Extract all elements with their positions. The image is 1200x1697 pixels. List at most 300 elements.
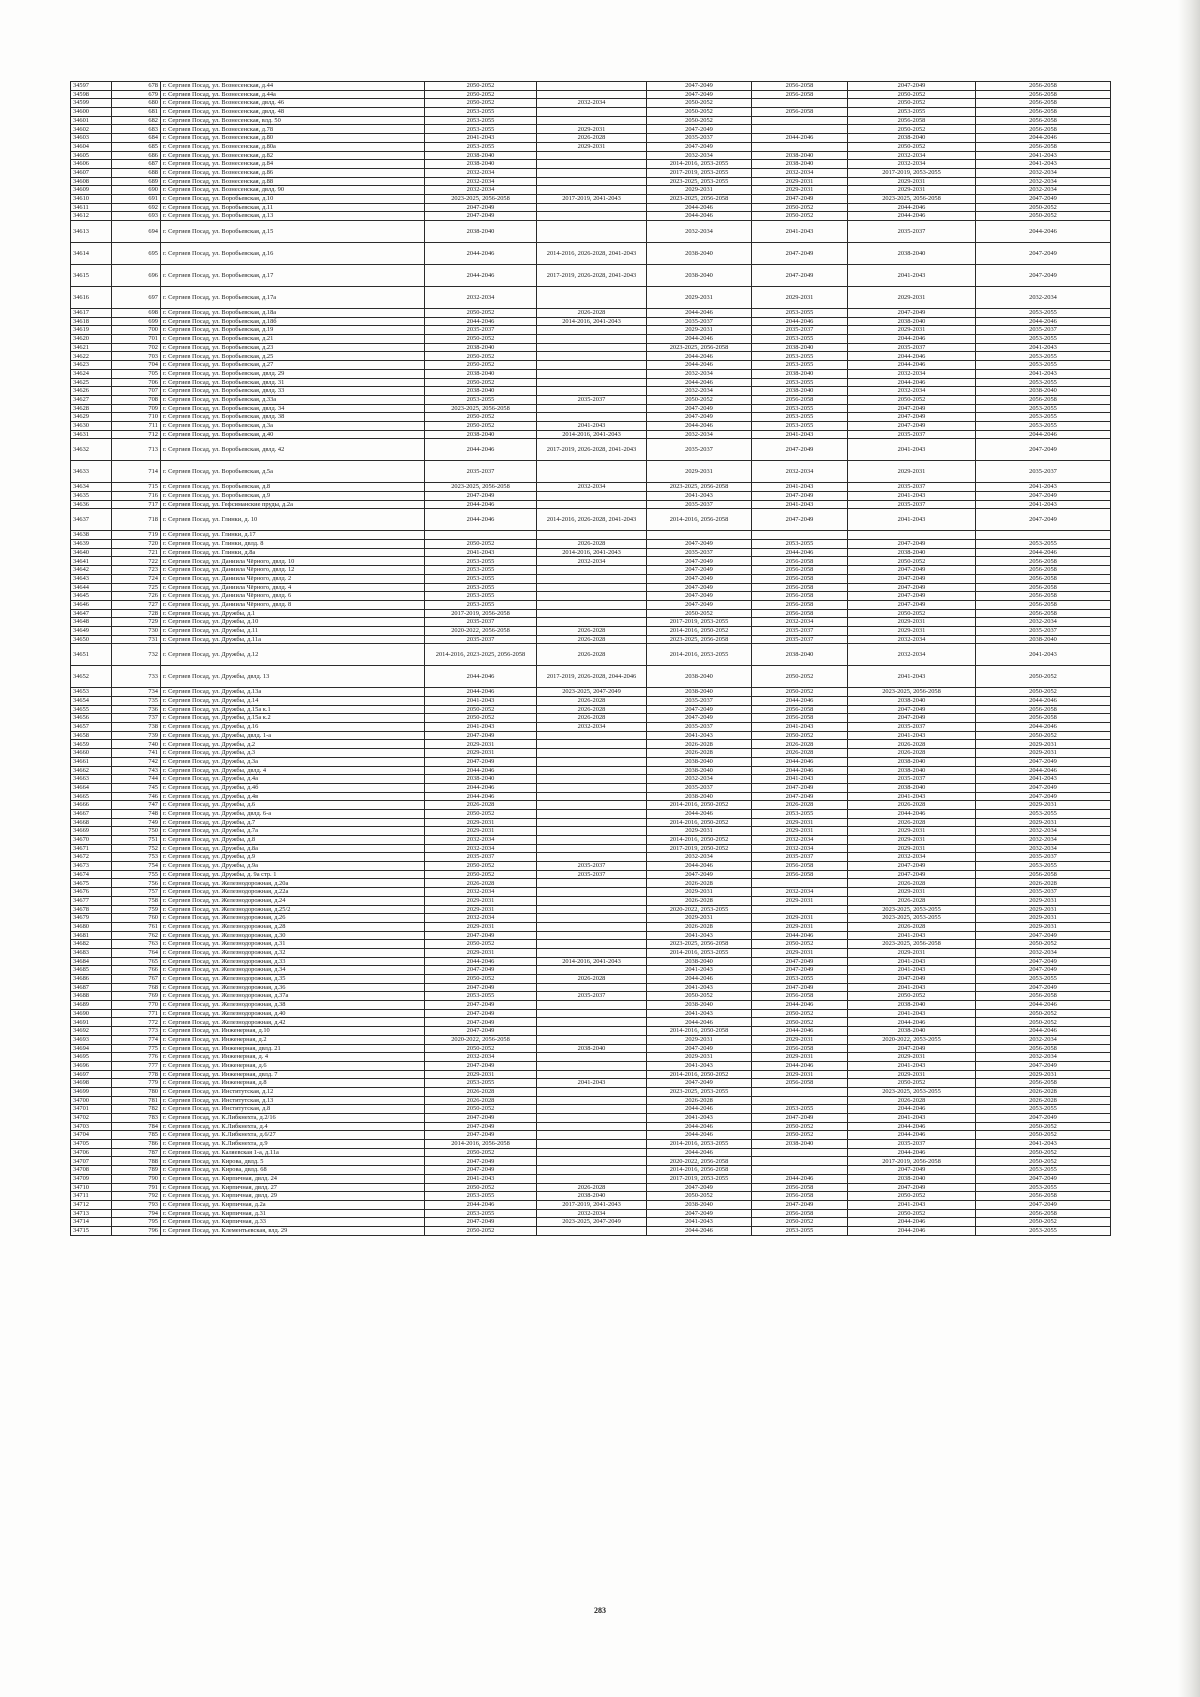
address-cell: г. Сергиев Посад, ул. Дружбы, д.7 (161, 818, 425, 827)
period-6-cell: 2032-2034 (976, 1053, 1111, 1062)
item-number-cell: 712 (112, 430, 161, 439)
period-4-cell: 2056-2058 (752, 1044, 848, 1053)
period-4-cell: 2050-2052 (752, 1122, 848, 1131)
item-number-cell: 697 (112, 287, 161, 309)
row-id-cell: 34600 (71, 108, 112, 117)
item-number-cell: 713 (112, 439, 161, 461)
period-6-cell: 2044-2046 (976, 317, 1111, 326)
period-4-cell: 2047-2049 (752, 243, 848, 265)
period-6-cell: 2029-2031 (976, 818, 1111, 827)
row-id-cell: 34625 (71, 378, 112, 387)
period-2-cell (537, 369, 647, 378)
item-number-cell: 717 (112, 500, 161, 509)
period-5-cell: 2047-2049 (848, 583, 976, 592)
table-row (71, 1105, 1111, 1114)
item-number-cell: 778 (112, 1070, 161, 1079)
table-row (71, 688, 1111, 697)
address-cell: г. Сергиев Посад, ул. Железнодорожная, д.33 (161, 957, 425, 966)
period-1-cell: 2050-2052 (425, 1105, 537, 1114)
row-id-cell: 34672 (71, 853, 112, 862)
period-2-cell (537, 378, 647, 387)
table-row (71, 818, 1111, 827)
table-row (71, 369, 1111, 378)
period-5-cell: 2035-2037 (848, 343, 976, 352)
table-row (71, 1035, 1111, 1044)
period-2-cell: 2026-2028 (537, 134, 647, 143)
table-row (71, 531, 1111, 540)
item-number-cell: 757 (112, 888, 161, 897)
row-id-cell: 34616 (71, 287, 112, 309)
item-number-cell: 696 (112, 265, 161, 287)
address-cell: г. Сергиев Посад, ул. Вознесенская, д.44 (161, 82, 425, 91)
row-id-cell: 34674 (71, 870, 112, 879)
address-cell: г. Сергиев Посад, ул. Даниила Чёрного, двлд. 10 (161, 557, 425, 566)
period-3-cell: 2047-2049 (647, 566, 752, 575)
item-number-cell: 736 (112, 705, 161, 714)
period-3-cell: 2038-2040 (647, 1001, 752, 1010)
period-2-cell: 2014-2016, 2041-2043 (537, 430, 647, 439)
address-cell: г. Сергиев Посад, ул. Вознесенская, д.80а (161, 142, 425, 151)
period-3-cell: 2044-2046 (647, 1131, 752, 1140)
period-4-cell (752, 531, 848, 540)
period-1-cell: 2032-2034 (425, 1053, 537, 1062)
period-1-cell: 2044-2046 (425, 439, 537, 461)
period-1-cell: 2044-2046 (425, 509, 537, 531)
row-id-cell: 34648 (71, 618, 112, 627)
table-row (71, 492, 1111, 501)
period-4-cell: 2050-2052 (752, 1131, 848, 1140)
period-1-cell: 2029-2031 (425, 948, 537, 957)
period-2-cell (537, 287, 647, 309)
address-cell: г. Сергиев Посад, ул. Железнодорожная, д.32 (161, 948, 425, 957)
period-5-cell: 2044-2046 (848, 1122, 976, 1131)
period-4-cell: 2050-2052 (752, 688, 848, 697)
table-row (71, 574, 1111, 583)
row-id-cell: 34632 (71, 439, 112, 461)
address-cell: г. Сергиев Посад, ул. Дружбы, д.11а (161, 635, 425, 644)
period-5-cell: 2038-2040 (848, 766, 976, 775)
row-id-cell: 34633 (71, 461, 112, 483)
period-3-cell: 2014-2016, 2056-2058 (647, 1166, 752, 1175)
period-5-cell: 2023-2025, 2053-2055 (848, 914, 976, 923)
period-4-cell: 2056-2058 (752, 862, 848, 871)
period-5-cell: 2032-2034 (848, 160, 976, 169)
period-4-cell: 2056-2058 (752, 592, 848, 601)
period-3-cell: 2035-2037 (647, 500, 752, 509)
period-6-cell: 2047-2049 (976, 757, 1111, 766)
row-id-cell: 34662 (71, 766, 112, 775)
period-6-cell: 2029-2031 (976, 896, 1111, 905)
period-1-cell: 2053-2055 (425, 566, 537, 575)
period-4-cell: 2050-2052 (752, 1009, 848, 1018)
period-3-cell: 2029-2031 (647, 326, 752, 335)
period-3-cell: 2050-2052 (647, 1192, 752, 1201)
period-6-cell: 2056-2058 (976, 125, 1111, 134)
address-cell: г. Сергиев Посад, ул. Дружбы, д.8а (161, 844, 425, 853)
address-cell: г. Сергиев Посад, ул. Инженерная, двлд. 7 (161, 1070, 425, 1079)
row-id-cell: 34707 (71, 1157, 112, 1166)
period-6-cell: 2032-2034 (976, 186, 1111, 195)
period-3-cell: 2026-2028 (647, 1096, 752, 1105)
period-1-cell: 2053-2055 (425, 1079, 537, 1088)
period-4-cell: 2029-2031 (752, 1070, 848, 1079)
address-cell: г. Сергиев Посад, ул. Кирпичная, двлд. 29 (161, 1192, 425, 1201)
period-1-cell: 2047-2049 (425, 983, 537, 992)
item-number-cell: 783 (112, 1114, 161, 1123)
period-5-cell: 2041-2043 (848, 1114, 976, 1123)
period-3-cell: 2047-2049 (647, 82, 752, 91)
period-3-cell: 2020-2022, 2053-2055 (647, 905, 752, 914)
item-number-cell: 768 (112, 983, 161, 992)
period-1-cell: 2053-2055 (425, 992, 537, 1001)
period-4-cell (752, 116, 848, 125)
period-2-cell (537, 879, 647, 888)
address-cell: г. Сергиев Посад, ул. Даниила Чёрного, двлд. 6 (161, 592, 425, 601)
address-cell: г. Сергиев Посад, ул. Железнодорожная, д.25/2 (161, 905, 425, 914)
address-cell: г. Сергиев Посад, ул. Дружбы, д.11 (161, 626, 425, 635)
item-number-cell: 708 (112, 395, 161, 404)
period-5-cell: 2044-2046 (848, 1105, 976, 1114)
table-row (71, 1044, 1111, 1053)
table-row (71, 609, 1111, 618)
period-6-cell: 2041-2043 (976, 1140, 1111, 1149)
period-6-cell: 2053-2055 (976, 335, 1111, 344)
period-6-cell: 2056-2058 (976, 90, 1111, 99)
item-number-cell: 683 (112, 125, 161, 134)
period-2-cell (537, 853, 647, 862)
period-5-cell: 2038-2040 (848, 1174, 976, 1183)
period-1-cell: 2038-2040 (425, 151, 537, 160)
address-cell: г. Сергиев Посад, ул. Железнодорожная, д.35 (161, 975, 425, 984)
address-cell: г. Сергиев Посад, ул. Дружбы, двлд. 1-а (161, 731, 425, 740)
item-number-cell: 687 (112, 160, 161, 169)
period-5-cell: 2044-2046 (848, 212, 976, 221)
period-3-cell: 2044-2046 (647, 1018, 752, 1027)
table-row (71, 309, 1111, 318)
period-4-cell: 2056-2058 (752, 1079, 848, 1088)
period-2-cell (537, 1018, 647, 1027)
row-id-cell: 34636 (71, 500, 112, 509)
address-cell: г. Сергиев Посад, ул. Железнодорожная, д.22а (161, 888, 425, 897)
period-4-cell (752, 142, 848, 151)
period-5-cell: 2035-2037 (848, 430, 976, 439)
table-row (71, 1114, 1111, 1123)
schedule-table-container (70, 81, 1110, 1236)
period-6-cell: 2050-2052 (976, 1157, 1111, 1166)
item-number-cell: 703 (112, 352, 161, 361)
row-id-cell: 34621 (71, 343, 112, 352)
table-row (71, 343, 1111, 352)
period-4-cell: 2029-2031 (752, 818, 848, 827)
period-3-cell: 2014-2016, 2050-2052 (647, 626, 752, 635)
period-3-cell: 2035-2037 (647, 723, 752, 732)
row-id-cell: 34617 (71, 309, 112, 318)
period-1-cell: 2035-2037 (425, 326, 537, 335)
table-row (71, 783, 1111, 792)
period-6-cell: 2050-2052 (976, 203, 1111, 212)
address-cell: г. Сергиев Посад, ул. Воробьевская, д.3а (161, 421, 425, 430)
item-number-cell: 695 (112, 243, 161, 265)
period-6-cell: 2053-2055 (976, 862, 1111, 871)
period-6-cell: 2047-2049 (976, 1200, 1111, 1209)
address-cell: г. Сергиев Посад, ул. Дружбы, д.15а к.2 (161, 714, 425, 723)
row-id-cell: 34666 (71, 801, 112, 810)
period-2-cell (537, 966, 647, 975)
period-4-cell: 2032-2034 (752, 168, 848, 177)
period-5-cell: 2044-2046 (848, 1131, 976, 1140)
period-1-cell: 2032-2034 (425, 914, 537, 923)
item-number-cell: 729 (112, 618, 161, 627)
table-row (71, 352, 1111, 361)
address-cell: г. Сергиев Посад, ул. Воробьевская, д.27 (161, 361, 425, 370)
address-cell: г. Сергиев Посад, ул. К.Либкнехта, д.2/16 (161, 1114, 425, 1123)
period-6-cell: 2056-2058 (976, 870, 1111, 879)
table-row (71, 836, 1111, 845)
period-4-cell: 2047-2049 (752, 957, 848, 966)
period-5-cell: 2041-2043 (848, 792, 976, 801)
row-id-cell: 34635 (71, 492, 112, 501)
period-5-cell: 2053-2055 (848, 108, 976, 117)
period-3-cell: 2035-2037 (647, 317, 752, 326)
item-number-cell: 750 (112, 827, 161, 836)
row-id-cell: 34640 (71, 548, 112, 557)
address-cell: г. Сергиев Посад, ул. Дружбы, д.2 (161, 740, 425, 749)
period-5-cell: 2032-2034 (848, 387, 976, 396)
period-1-cell: 2026-2028 (425, 1087, 537, 1096)
period-3-cell: 2044-2046 (647, 862, 752, 871)
period-5-cell: 2044-2046 (848, 1018, 976, 1027)
period-2-cell (537, 775, 647, 784)
period-3-cell (647, 531, 752, 540)
period-4-cell: 2056-2058 (752, 1183, 848, 1192)
period-3-cell: 2014-2016, 2050-2052 (647, 836, 752, 845)
period-5-cell: 2029-2031 (848, 836, 976, 845)
period-6-cell: 2056-2058 (976, 714, 1111, 723)
table-row (71, 870, 1111, 879)
period-5-cell: 2044-2046 (848, 361, 976, 370)
item-number-cell: 754 (112, 862, 161, 871)
period-6-cell: 2044-2046 (976, 697, 1111, 706)
period-5-cell: 2041-2043 (848, 1061, 976, 1070)
period-3-cell: 2035-2037 (647, 697, 752, 706)
period-1-cell: 2029-2031 (425, 1070, 537, 1079)
period-3-cell: 2041-2043 (647, 983, 752, 992)
period-4-cell (752, 1096, 848, 1105)
row-id-cell: 34677 (71, 896, 112, 905)
table-row (71, 844, 1111, 853)
period-4-cell: 2053-2055 (752, 809, 848, 818)
period-4-cell: 2032-2034 (752, 618, 848, 627)
period-2-cell (537, 361, 647, 370)
period-5-cell: 2050-2052 (848, 90, 976, 99)
item-number-cell: 795 (112, 1218, 161, 1227)
period-4-cell: 2029-2031 (752, 922, 848, 931)
period-2-cell (537, 566, 647, 575)
table-row (71, 1226, 1111, 1235)
period-4-cell: 2053-2055 (752, 309, 848, 318)
period-6-cell: 2056-2058 (976, 1192, 1111, 1201)
table-row (71, 483, 1111, 492)
address-cell: г. Сергиев Посад, ул. Воробьевская, двлд. 34 (161, 404, 425, 413)
period-3-cell: 2035-2037 (647, 783, 752, 792)
period-2-cell (537, 801, 647, 810)
period-4-cell (752, 99, 848, 108)
period-1-cell: 2032-2034 (425, 177, 537, 186)
period-1-cell: 2047-2049 (425, 1061, 537, 1070)
period-6-cell: 2050-2052 (976, 1122, 1111, 1131)
address-cell: г. Сергиев Посад, ул. Дружбы, д.4в (161, 792, 425, 801)
address-cell: г. Сергиев Посад, ул. Дружбы, д.12 (161, 644, 425, 666)
item-number-cell: 741 (112, 749, 161, 758)
period-6-cell: 2032-2034 (976, 827, 1111, 836)
period-5-cell: 2044-2046 (848, 809, 976, 818)
address-cell: г. Сергиев Посад, ул. Кирпичная, д.31 (161, 1209, 425, 1218)
period-2-cell (537, 151, 647, 160)
period-1-cell: 2047-2049 (425, 1009, 537, 1018)
period-6-cell: 2035-2037 (976, 626, 1111, 635)
item-number-cell: 691 (112, 194, 161, 203)
item-number-cell: 748 (112, 809, 161, 818)
period-4-cell: 2053-2055 (752, 335, 848, 344)
period-4-cell: 2044-2046 (752, 697, 848, 706)
period-1-cell: 2047-2049 (425, 1157, 537, 1166)
period-3-cell: 2044-2046 (647, 975, 752, 984)
table-row (71, 177, 1111, 186)
address-cell: г. Сергиев Посад, ул. Каляевская 1-а, д.11а (161, 1148, 425, 1157)
period-1-cell: 2029-2031 (425, 749, 537, 758)
period-6-cell: 2047-2049 (976, 1174, 1111, 1183)
period-3-cell: 2050-2052 (647, 99, 752, 108)
address-cell: г. Сергиев Посад, ул. Воробьевская, д.18б (161, 317, 425, 326)
period-5-cell: 2047-2049 (848, 421, 976, 430)
period-6-cell: 2053-2055 (976, 361, 1111, 370)
item-number-cell: 794 (112, 1209, 161, 1218)
item-number-cell: 777 (112, 1061, 161, 1070)
period-3-cell: 2044-2046 (647, 1226, 752, 1235)
period-3-cell: 2014-2016, 2050-2052 (647, 818, 752, 827)
address-cell: г. Сергиев Посад, ул. Воробьевская, д.18а (161, 309, 425, 318)
period-4-cell: 2032-2034 (752, 461, 848, 483)
table-row (71, 862, 1111, 871)
period-3-cell: 2041-2043 (647, 1114, 752, 1123)
address-cell: г. Сергиев Посад, ул. Дружбы, двлд. 4 (161, 766, 425, 775)
period-6-cell: 2056-2058 (976, 592, 1111, 601)
row-id-cell: 34602 (71, 125, 112, 134)
period-1-cell: 2050-2052 (425, 1148, 537, 1157)
row-id-cell: 34657 (71, 723, 112, 732)
item-number-cell: 680 (112, 99, 161, 108)
address-cell: г. Сергиев Посад, ул. К.Либкнехта, д.6/27 (161, 1131, 425, 1140)
period-1-cell: 2050-2052 (425, 361, 537, 370)
item-number-cell: 776 (112, 1053, 161, 1062)
row-id-cell: 34658 (71, 731, 112, 740)
period-4-cell: 2038-2040 (752, 151, 848, 160)
period-2-cell (537, 1061, 647, 1070)
period-6-cell: 2050-2052 (976, 1009, 1111, 1018)
period-2-cell (537, 343, 647, 352)
row-id-cell: 34690 (71, 1009, 112, 1018)
row-id-cell: 34683 (71, 948, 112, 957)
item-number-cell: 709 (112, 404, 161, 413)
period-3-cell: 2023-2025, 2056-2058 (647, 194, 752, 203)
period-4-cell: 2029-2031 (752, 186, 848, 195)
period-5-cell: 2050-2052 (848, 1209, 976, 1218)
period-6-cell: 2047-2049 (976, 194, 1111, 203)
period-6-cell: 2050-2052 (976, 688, 1111, 697)
period-5-cell: 2050-2052 (848, 609, 976, 618)
item-number-cell: 758 (112, 896, 161, 905)
period-1-cell: 2047-2049 (425, 203, 537, 212)
period-5-cell: 2050-2052 (848, 142, 976, 151)
table-row (71, 992, 1111, 1001)
row-id-cell: 34670 (71, 836, 112, 845)
row-id-cell: 34656 (71, 714, 112, 723)
period-5-cell: 2050-2052 (848, 395, 976, 404)
row-id-cell: 34678 (71, 905, 112, 914)
period-6-cell: 2044-2046 (976, 548, 1111, 557)
address-cell: г. Сергиев Посад, ул. К.Либкнехта, д.9 (161, 1140, 425, 1149)
period-6-cell: 2056-2058 (976, 600, 1111, 609)
address-cell: г. Сергиев Посад, ул. Дружбы, д.9 (161, 853, 425, 862)
period-3-cell: 2041-2043 (647, 1061, 752, 1070)
period-5-cell: 2041-2043 (848, 931, 976, 940)
item-number-cell: 735 (112, 697, 161, 706)
period-1-cell: 2047-2049 (425, 931, 537, 940)
item-number-cell: 738 (112, 723, 161, 732)
address-cell: г. Сергиев Посад, ул. Вознесенская, д.80 (161, 134, 425, 143)
table-row (71, 705, 1111, 714)
period-3-cell: 2038-2040 (647, 688, 752, 697)
item-number-cell: 749 (112, 818, 161, 827)
row-id-cell: 34598 (71, 90, 112, 99)
period-6-cell: 2056-2058 (976, 108, 1111, 117)
period-6-cell: 2053-2055 (976, 1166, 1111, 1175)
period-3-cell: 2047-2049 (647, 870, 752, 879)
period-4-cell: 2056-2058 (752, 609, 848, 618)
period-1-cell: 2041-2043 (425, 134, 537, 143)
period-2-cell: 2014-2016, 2041-2043 (537, 957, 647, 966)
period-2-cell (537, 818, 647, 827)
table-row (71, 666, 1111, 688)
row-id-cell: 34673 (71, 862, 112, 871)
period-2-cell (537, 783, 647, 792)
row-id-cell: 34680 (71, 922, 112, 931)
period-6-cell: 2041-2043 (976, 644, 1111, 666)
address-cell: г. Сергиев Посад, ул. Дружбы, д.3 (161, 749, 425, 758)
period-5-cell: 2026-2028 (848, 740, 976, 749)
address-cell: г. Сергиев Посад, ул. Кирпичная, д.2а (161, 1200, 425, 1209)
item-number-cell: 722 (112, 557, 161, 566)
period-2-cell (537, 1157, 647, 1166)
period-6-cell: 2029-2031 (976, 801, 1111, 810)
period-6-cell: 2032-2034 (976, 177, 1111, 186)
period-2-cell: 2017-2019, 2041-2043 (537, 194, 647, 203)
item-number-cell: 734 (112, 688, 161, 697)
scan-edge (1178, 0, 1200, 1697)
period-1-cell: 2038-2040 (425, 369, 537, 378)
item-number-cell: 727 (112, 600, 161, 609)
period-4-cell (752, 1087, 848, 1096)
period-3-cell: 2050-2052 (647, 108, 752, 117)
row-id-cell: 34642 (71, 566, 112, 575)
period-2-cell (537, 1140, 647, 1149)
period-2-cell: 2032-2034 (537, 723, 647, 732)
period-1-cell: 2044-2046 (425, 688, 537, 697)
period-2-cell: 2029-2031 (537, 125, 647, 134)
period-5-cell: 2029-2031 (848, 948, 976, 957)
table-row (71, 1053, 1111, 1062)
period-2-cell: 2014-2016, 2041-2043 (537, 317, 647, 326)
